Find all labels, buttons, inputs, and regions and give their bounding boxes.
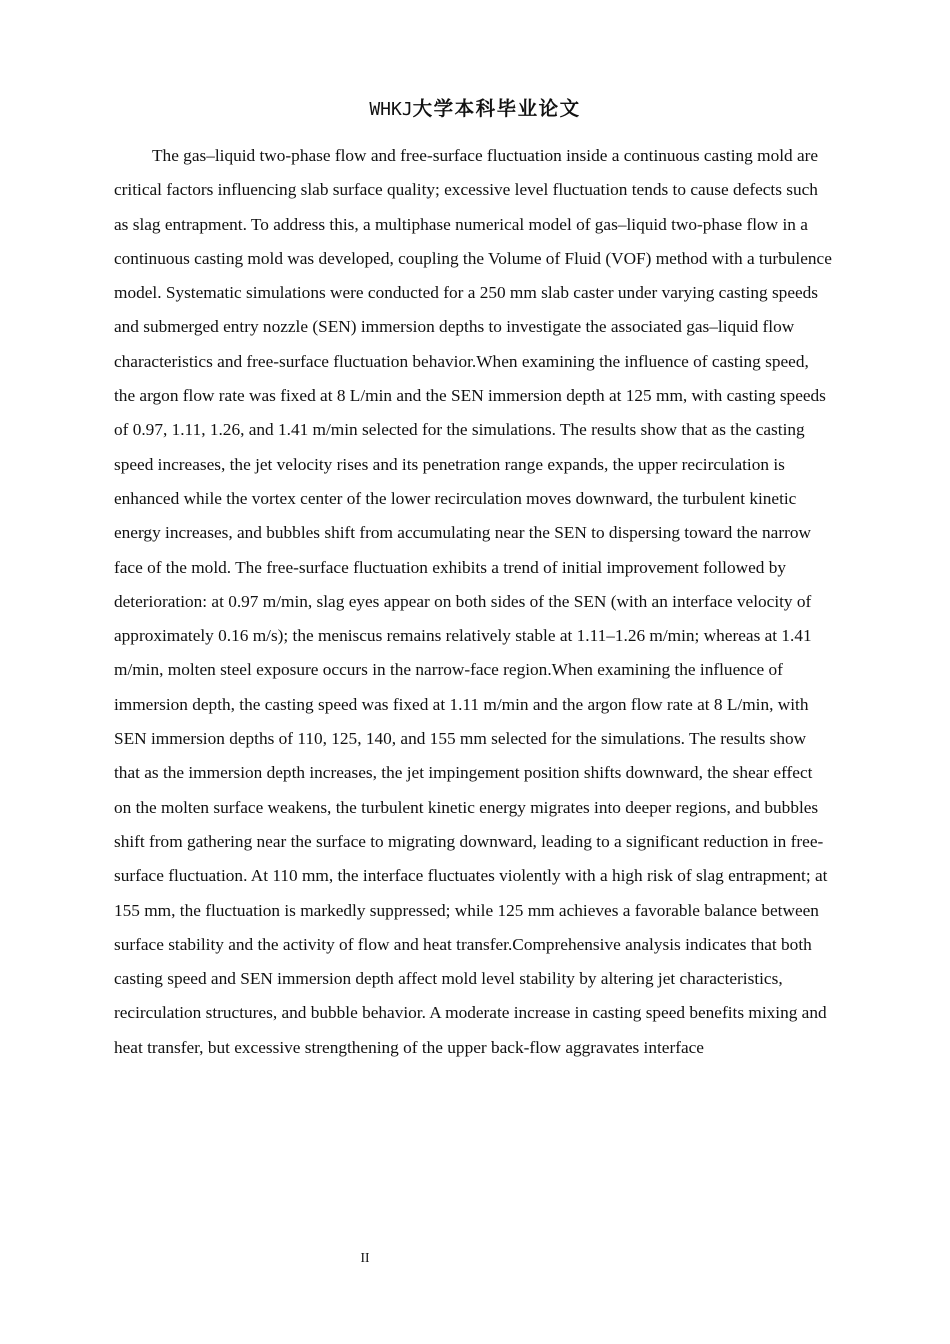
abstract-paragraph: The gas–liquid two-phase flow and free-surface fluctuation inside a continuous casting mold are critical factors influencing slab surface quality; excessive level fluctuation tends to cause defects such as slag entrapment. To address this, a multiphase numerical model of gas–liquid two-phase flow in a continuous casting mold was developed, coupling the Volume of Fluid (VOF) method with a turbulence model. Systematic simulations were conducted for a 250 mm slab caster under varying casting speeds and submerged entry nozzle (SEN) immersion depths to investigate the associated gas–liquid flow characteristics and free-surface fluctuation behavior.When examining the influence of casting speed, the argon flow rate was fixed at 8 L/min and the SEN immersion depth at 125 mm, with casting speeds of 0.97, 1.11, 1.26, and 1.41 m/min selected for the simulations. The results show that as the casting speed increases, the jet velocity rises and its penetration range expands, the upper recirculation is enhanced while the vortex center of the lower recirculation moves downward, the turbulent kinetic energy increases, and bubbles shift from accumulating near the SEN to dispersing toward the narrow face of the mold. The free-surface fluctuation exhibits a trend of initial improvement followed by deterioration: at 0.97 m/min, slag eyes appear on both sides of the SEN (with an interface velocity of approximately 0.16 m/s); the meniscus remains relatively stable at 1.11–1.26 m/min; whereas at 1.41 m/min, molten steel exposure occurs in the narrow-face region.When examining the influence of immersion depth, the casting speed was fixed at 1.11 m/min and the argon flow rate at 8 L/min, with SEN immersion depths of 110, 125, 140, and 155 mm selected for the simulations. The results show that as the immersion depth increases, the jet impingement position shifts downward, the shear effect on the molten surface weakens, the turbulent kinetic energy migrates into deeper regions, and bubbles shift from gathering near the surface to migrating downward, leading to a significant reduction in free-surface fluctuation. At 110 mm, the interface fluctuates violently with a high risk of slag entrapment; at 155 mm, the fluctuation is markedly suppressed; while 125 mm achieves a favorable balance between surface stability and the activity of flow and heat transfer.Comprehensive analysis indicates that both casting speed and SEN immersion depth affect mold level stability by altering jet characteristics, recirculation structures, and bubble behavior. A moderate increase in casting speed benefits mixing and heat transfer, but excessive strengthening of the upper back-flow aggravates interface (114, 146, 832, 1057)
header-prefix: WHKJ (369, 99, 413, 120)
header-title: 大学本科毕业论文 (412, 97, 581, 120)
page-header (0, 92, 950, 127)
page-number: II (360, 1250, 370, 1265)
